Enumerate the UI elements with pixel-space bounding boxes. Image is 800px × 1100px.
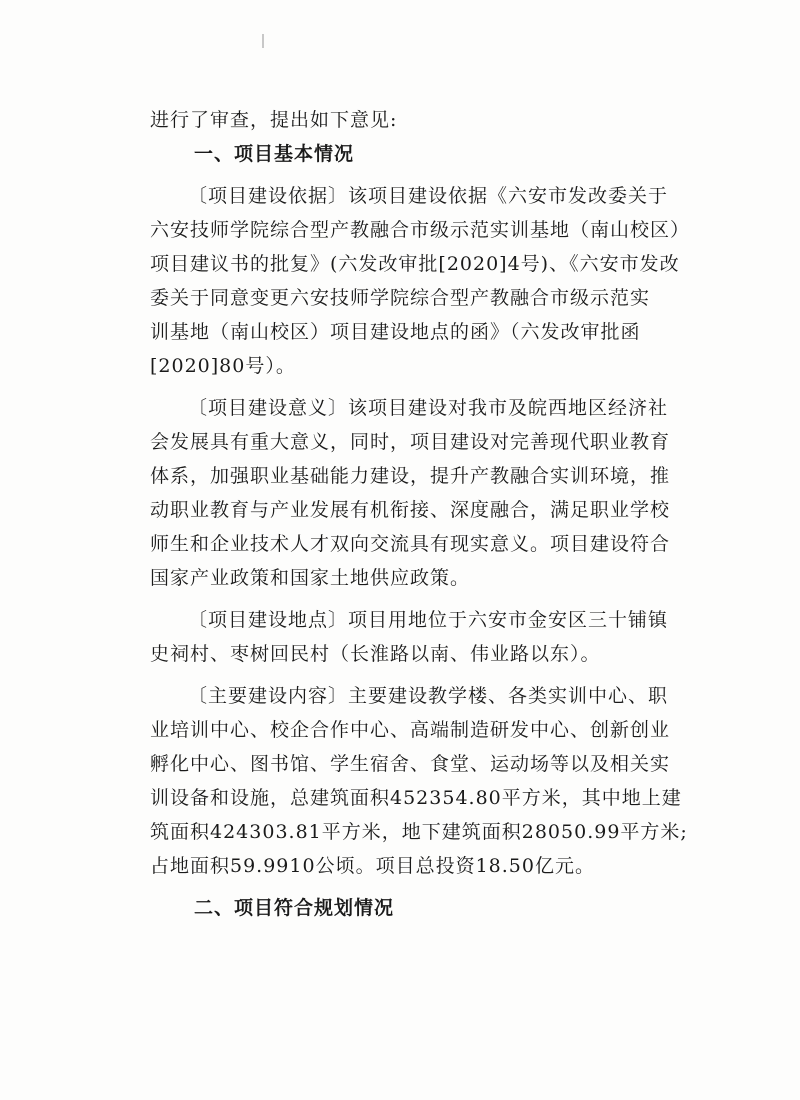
paragraph-line: 史祠村、枣树回民村（长淮路以南、伟业路以东）。 <box>150 643 601 665</box>
paragraph-line: 筑面积424303.81平方米，地下建筑面积28050.99平方米; <box>150 821 688 843</box>
section-heading: 二、项目符合规划情况 <box>194 897 395 919</box>
paragraph-line: 〔项目建设意义〕该项目建设对我市及皖西地区经济社 <box>188 397 669 419</box>
paragraph-line: 占地面积59.9910公顷。项目总投资18.50亿元。 <box>150 855 595 877</box>
document-body <box>150 103 700 925</box>
paragraph-line: 〔主要建设内容〕主要建设教学楼、各类实训中心、职 <box>188 685 669 707</box>
paragraph-line: 委关于同意变更六安技师学院综合型产教融合市级示范实 <box>150 287 651 309</box>
paragraph-line: 业培训中心、校企合作中心、高端制造研发中心、创新创业 <box>150 719 671 741</box>
paragraph-line: [2020]80号）。 <box>150 355 296 377</box>
scan-mark <box>262 34 264 48</box>
paragraph-line: 孵化中心、图书馆、学生宿舍、食堂、运动场等以及相关实 <box>150 753 671 775</box>
paragraph-line: 会发展具有重大意义，同时，项目建设对完善现代职业教育 <box>150 431 671 453</box>
paragraph-line: 动职业教育与产业发展有机衔接、深度融合，满足职业学校 <box>150 499 671 521</box>
paragraph-line: 项目建议书的批复》(六发改审批[2020]4号)、《六安市发改 <box>150 253 680 275</box>
paragraph-line: 体系，加强职业基础能力建设，提升产教融合实训环境，推 <box>150 465 671 487</box>
paragraph-line: 训设备和设施，总建筑面积452354.80平方米，其中地上建 <box>150 787 682 809</box>
text-line: 进行了审查，提出如下意见: <box>150 109 398 131</box>
paragraph-line: 〔项目建设地点〕项目用地位于六安市金安区三十铺镇 <box>188 609 669 631</box>
paragraph-line: 国家产业政策和国家土地供应政策。 <box>150 567 471 589</box>
paragraph-line: 六安技师学院综合型产教融合市级示范实训基地（南山校区） <box>150 219 691 241</box>
paragraph-line: 训基地（南山校区）项目建设地点的函》（六发改审批函 <box>150 321 641 343</box>
paragraph-line: 师生和企业技术人才双向交流具有现实意义。项目建设符合 <box>150 533 671 555</box>
section-heading: 一、项目基本情况 <box>194 143 355 165</box>
paragraph-line: 〔项目建设依据〕该项目建设依据《六安市发改委关于 <box>188 185 669 207</box>
